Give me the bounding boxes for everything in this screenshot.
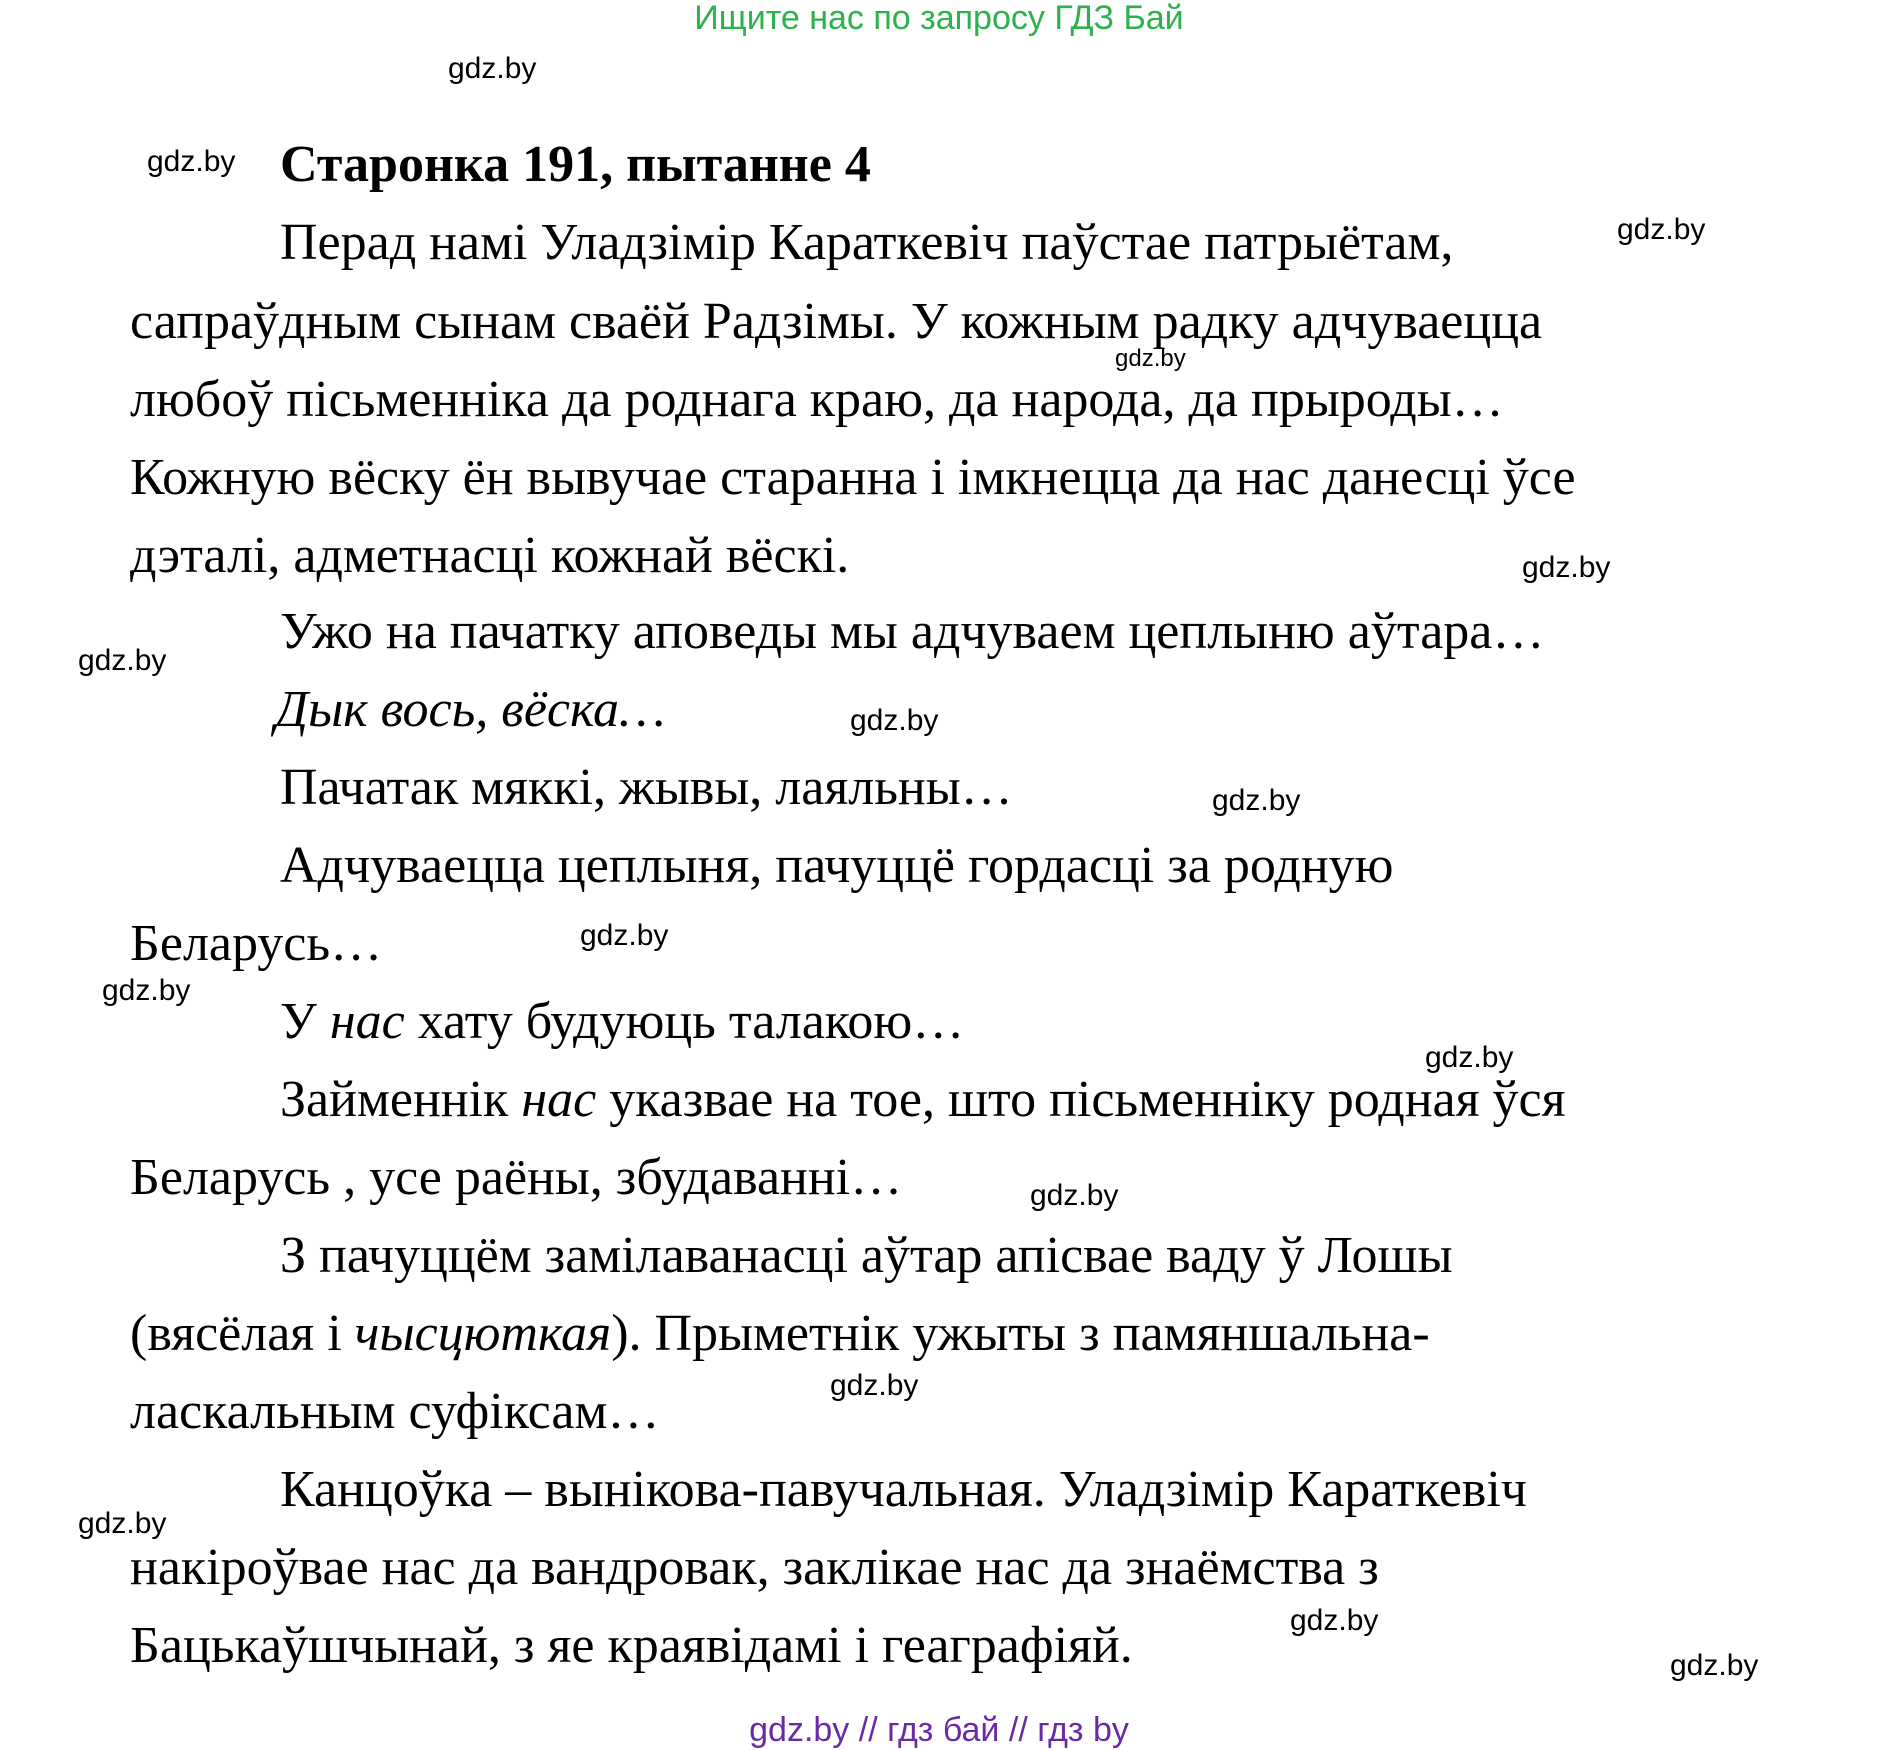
watermark: gdz.by — [1030, 1179, 1119, 1212]
watermark: gdz.by — [1212, 784, 1301, 817]
paragraph-line: сапраўдным сынам сваёй Радзімы. У кожным радку адчуваецца — [130, 293, 1543, 350]
line-text: ). Прыметнік ужыты з памяншальна- — [611, 1305, 1430, 1362]
paragraph-line — [130, 1302, 1430, 1366]
paragraph-line: Бацькаўшчынай, з яе краявідамі і геаграфіяй. — [130, 1617, 1133, 1674]
search-hint-banner: Ищите нас по запросу ГДЗ Бай — [694, 0, 1184, 37]
line-text: Займеннік — [280, 1071, 522, 1128]
paragraph-line: дэталі, адметнасці кожнай вёскі. — [130, 527, 850, 584]
pronoun-emphasis: нас — [329, 993, 405, 1050]
quote-line: Дык вось, вёска… — [275, 681, 666, 738]
paragraph-line: Перад намі Уладзімір Караткевіч паўстае патрыётам, — [280, 214, 1454, 271]
paragraph-line: Беларусь… — [130, 915, 383, 972]
paragraph-line: ласкальным суфіксам… — [130, 1383, 660, 1440]
footer-links: gdz.by // гдз бай // гдз by — [749, 1711, 1129, 1749]
paragraph-line — [280, 1068, 1566, 1132]
paragraph-line: З пачуццём замілаванасці аўтар апісвае ваду ў Лошы — [280, 1227, 1453, 1284]
watermark: gdz.by — [580, 919, 669, 952]
paragraph-line: любоў пісьменніка да роднага краю, да народа, да прыроды… — [130, 371, 1504, 428]
watermark: gdz.by — [850, 704, 939, 737]
line-text: указвае на тое, што пісьменніку родная ўся — [596, 1071, 1566, 1128]
paragraph-line: Пачатак мяккі, жывы, лаяльны… — [280, 759, 1013, 816]
line-text: (вясёлая і — [130, 1305, 355, 1362]
watermark: gdz.by — [147, 145, 236, 178]
paragraph-line: Беларусь , усе раёны, збудаванні… — [130, 1149, 903, 1206]
paragraph-line: Кожную вёску ён вывучае старанна і імкнецца да нас данесці ўсе — [130, 449, 1576, 506]
page-title: Старонка 191, пытанне 4 — [280, 136, 871, 193]
watermark: gdz.by — [830, 1369, 919, 1402]
quote-text: хату будуюць талакою… — [404, 993, 965, 1050]
quote-line — [280, 990, 964, 1054]
watermark: gdz.by — [78, 1507, 167, 1540]
watermark: gdz.by — [78, 644, 167, 677]
watermark: gdz.by — [1670, 1649, 1759, 1682]
watermark: gdz.by — [1617, 213, 1706, 246]
paragraph-line: накіроўвае нас да вандровак, заклікае нас да знаёмства з — [130, 1539, 1379, 1596]
paragraph-line: Адчуваецца цеплыня, пачуццё гордасці за родную — [280, 837, 1394, 894]
quote-text: У — [280, 993, 330, 1050]
watermark: gdz.by — [1115, 345, 1186, 372]
watermark: gdz.by — [1425, 1041, 1514, 1074]
pronoun-emphasis: нас — [521, 1071, 597, 1128]
paragraph-line: Ужо на пачатку аповеды мы адчуваем цеплыню аўтара… — [280, 603, 1545, 660]
watermark: gdz.by — [448, 52, 537, 85]
watermark: gdz.by — [1290, 1604, 1379, 1637]
watermark: gdz.by — [102, 974, 191, 1007]
paragraph-line: Канцоўка – вынікова-павучальная. Уладзімір Караткевіч — [280, 1461, 1527, 1518]
watermark: gdz.by — [1522, 551, 1611, 584]
adjective-emphasis: чысцюткая — [354, 1305, 612, 1362]
